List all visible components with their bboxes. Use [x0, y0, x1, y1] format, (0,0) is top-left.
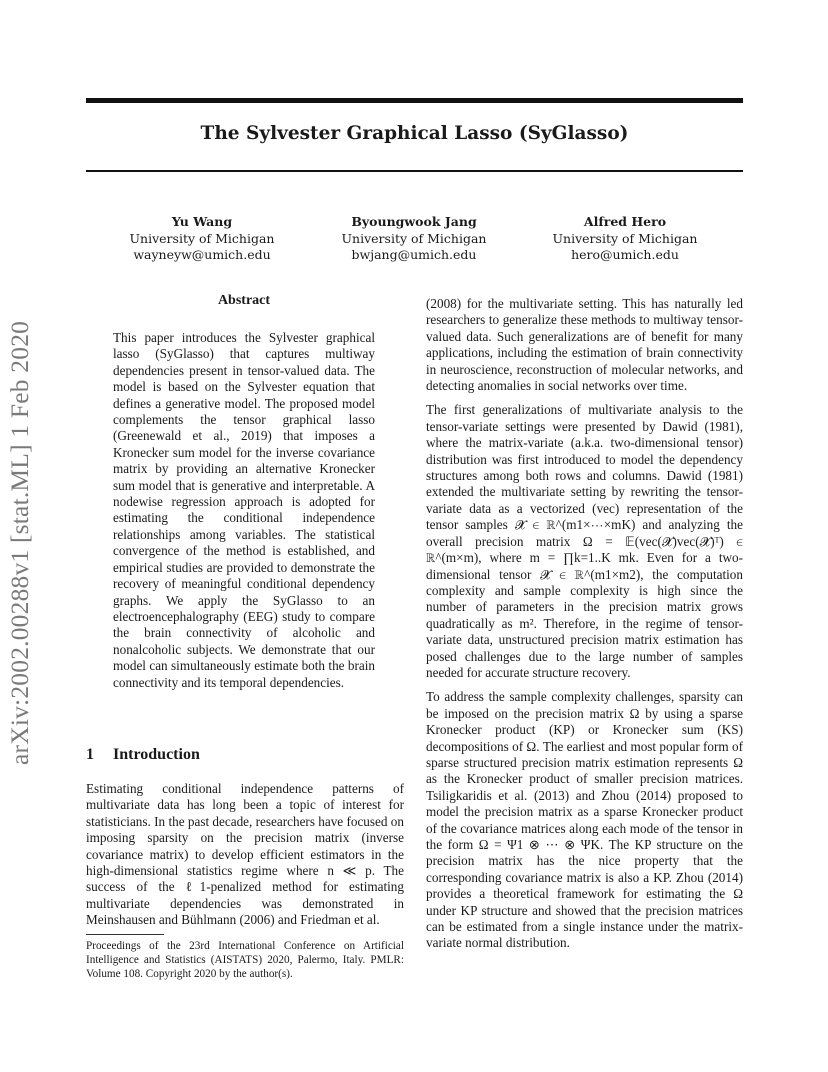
- section-title: Introduction: [113, 746, 200, 763]
- author-name: Alfred Hero: [583, 214, 667, 229]
- author-affiliation: University of Michigan: [552, 230, 698, 246]
- paragraph: Estimating conditional independence patterns of multivariate data has long been a topic of interest for statisticians. In the past decade, researchers have focused on imposing sparsity on the precision matrix (inverse covariance matrix) to develop efficient estimators in the high-dimensional statistics regime where n ≪ p. The success of the ℓ1-penalized method for estimating multivariate dependencies was demonstrated in Meinshausen and Bühlmann (2006) and Friedman et al.: [86, 781, 404, 928]
- author-block: [515, 214, 735, 264]
- paragraph: The first generalizations of multivariate analysis to the tensor-variate settings were presented by Dawid (1981), where the matrix-variate (a.k.a. two-dimensional tensor) distribution was first introduced to model the dependency structures among both rows and columns. Dawid (1981) extended the multivariate setting by rewriting the tensor-variate data as a vectorized (vec) representation of the tensor samples 𝓧 ∈ ℝ^(m1×⋯×mK) and analyzing the overall precision matrix Ω = 𝔼(vec(𝓧)vec(𝓧)ᵀ) ∈ ℝ^(m×m), where m = ∏k=1..K mk. Even for a two-dimensional tensor 𝓧 ∈ ℝ^(m1×m2), the computation complexity and sample complexity is high since the number of parameters in the precision matrix grows quadratically as m². Therefore, in the regime of tensor-variate data, unstructured precision matrix estimation has posed challenges due to the large number of samples needed for accurate structure recovery.: [426, 402, 743, 680]
- title-bottom-rule: [86, 170, 743, 172]
- intro-body: [86, 781, 404, 929]
- paragraph: (2008) for the multivariate setting. This has naturally led researchers to generalize these methods to multiway tensor-valued data. Such generalizations are of benefit for many applications, including the estimation of brain connectivity in neuroscience, reconstruction of molecular networks, and detecting anomalies in social networks over time.: [426, 296, 743, 394]
- footnote-rule: [86, 934, 164, 935]
- abstract-heading: Abstract: [217, 293, 271, 308]
- author-affiliation: University of Michigan: [129, 230, 275, 246]
- author-block: [304, 214, 524, 264]
- paper-title: The Sylvester Graphical Lasso (SyGlasso): [200, 123, 629, 144]
- abstract-body: [113, 330, 375, 691]
- section-heading: [86, 746, 200, 764]
- author-name: Yu Wang: [171, 214, 233, 229]
- footnote: Proceedings of the 23rd International Conference on Artificial Intelligence and Statistics (AISTATS) 2020, Palermo, Italy. PMLR: Volume 108. Copyright 2020 by the author(s).: [86, 940, 404, 981]
- abstract-text: This paper introduces the Sylvester graphical lasso (SyGlasso) that captures multiway dependencies present in tensor-valued data. The model is based on the Sylvester equation that defines a generative model. The proposed model complements the tensor graphical lasso (Greenewald et al., 2019) that imposes a Kronecker sum model for the inverse covariance matrix by providing an alternative Kronecker sum model that is generative and interpretable. A nodewise regression approach is adopted for estimating the conditional independence relationships among variables. The statistical convergence of the method is established, and empirical studies are provided to demonstrate the recovery of meaningful conditional dependency graphs. We apply the SyGlasso to an electroencephalography (EEG) study to compare the brain connectivity of alcoholic and nonalcoholic subjects. We demonstrate that our model can simultaneously estimate both the brain connectivity and its temporal dependencies.: [113, 330, 375, 690]
- author-email: hero@umich.edu: [571, 247, 679, 262]
- author-name: Byoungwook Jang: [351, 214, 477, 229]
- author-email: wayneyw@umich.edu: [133, 247, 271, 262]
- author-affiliation: University of Michigan: [341, 230, 487, 246]
- right-column: [426, 296, 743, 960]
- paragraph: To address the sample complexity challenges, sparsity can be imposed on the precision matrix Ω by using a sparse Kronecker product (KP) or Kronecker sum (KS) decompositions of Ω. The earliest and most popular form of sparse structured precision matrix estimation represents Ω as the Kronecker product of smaller precision matrices. Tsiligkaridis et al. (2013) and Zhou (2014) proposed to model the precision matrix as a sparse Kronecker product of the covariance matrices along each mode of the tensor in the form Ω = Ψ1 ⊗ ⋯ ⊗ ΨK. The KP structure on the precision matrix has the nice property that the corresponding covariance matrix is also a KP. Zhou (2014) provides a theoretical framework for estimating the Ω under KP structure and showed that the precision matrices can be estimated from a single instance under the matrix-variate normal distribution.: [426, 689, 743, 951]
- arxiv-stamp: arXiv:2002.00288v1 [stat.ML] 1 Feb 2020: [5, 320, 34, 765]
- author-email: bwjang@umich.edu: [351, 247, 477, 262]
- author-block: [92, 214, 312, 264]
- title-top-rule: [86, 98, 743, 103]
- section-number: 1: [86, 746, 94, 763]
